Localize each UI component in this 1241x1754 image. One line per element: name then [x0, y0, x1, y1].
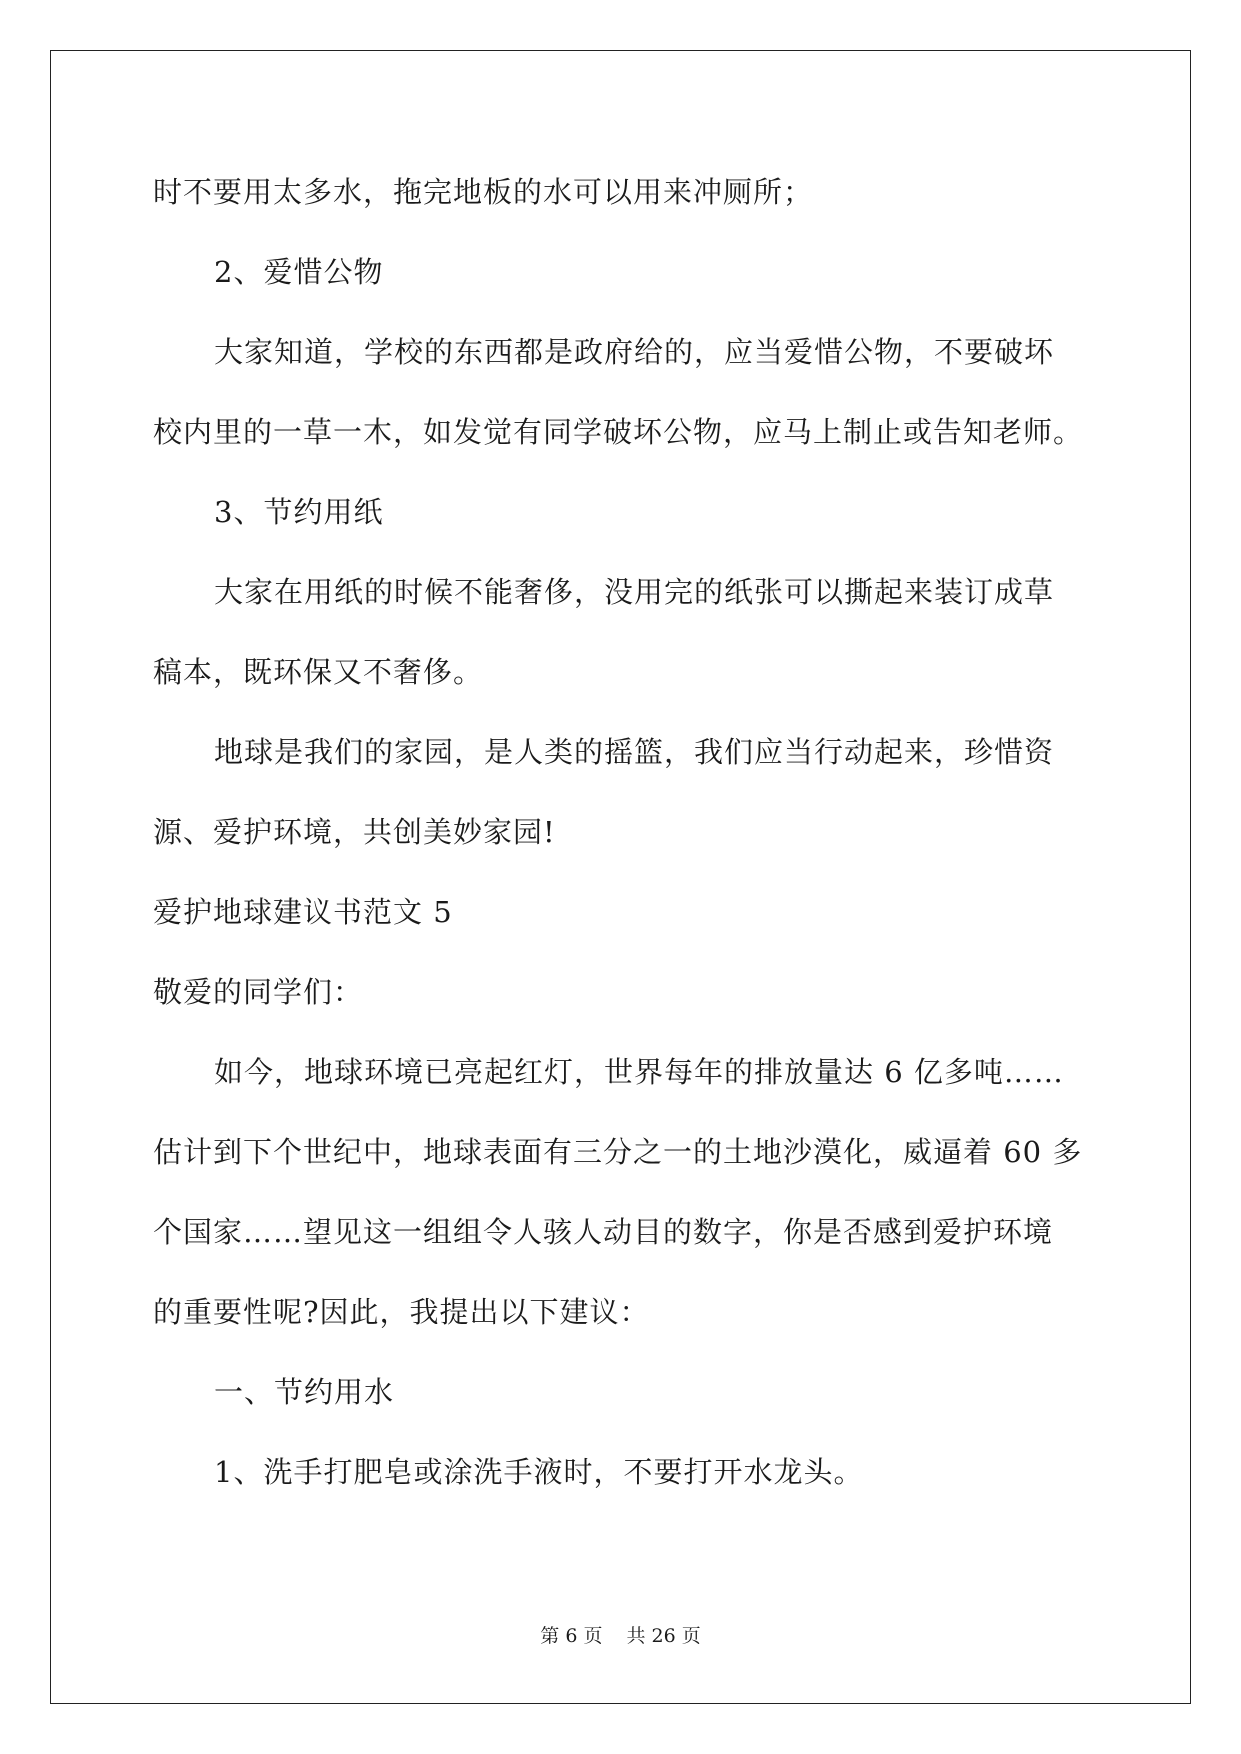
text-line: 1、洗手打肥皂或涂洗手液时，不要打开水龙头。: [214, 1455, 864, 1489]
subheading: 2、爱惜公物: [214, 255, 384, 289]
page-footer: [0, 1624, 1241, 1648]
subheading: 一、节约用水: [214, 1375, 395, 1409]
text-line: 个国家……望见这一组组令人骇人动目的数字，你是否感到爱护环境: [153, 1215, 1054, 1249]
text-line: 估计到下个世纪中，地球表面有三分之一的土地沙漠化，威逼着 60 多: [153, 1135, 1083, 1169]
section-title: 爱护地球建议书范文 5: [153, 895, 453, 929]
text-line: 大家在用纸的时候不能奢侈，没用完的纸张可以撕起来装订成草: [214, 575, 1055, 609]
salutation: 敬爱的同学们：: [153, 975, 364, 1009]
text-line: 如今，地球环境已亮起红灯，世界每年的排放量达 6 亿多吨……: [214, 1055, 1064, 1089]
text-line: 地球是我们的家园，是人类的摇篮，我们应当行动起来，珍惜资: [214, 735, 1055, 769]
text-line: 校内里的一草一木，如发觉有同学破坏公物，应马上制止或告知老师。: [153, 415, 1084, 449]
subheading: 3、节约用纸: [214, 495, 384, 529]
text-line: 的重要性呢?因此，我提出以下建议：: [153, 1295, 650, 1329]
text-line: 源、爱护环境，共创美妙家园!: [153, 815, 556, 849]
current-page: 第 6 页: [540, 1625, 603, 1647]
text-line: 大家知道，学校的东西都是政府给的，应当爱惜公物，不要破坏: [214, 335, 1055, 369]
text-line: 时不要用太多水，拖完地板的水可以用来冲厕所；: [153, 175, 814, 209]
text-line: 稿本，既环保又不奢侈。: [153, 655, 484, 689]
total-pages: 共 26 页: [626, 1625, 701, 1647]
